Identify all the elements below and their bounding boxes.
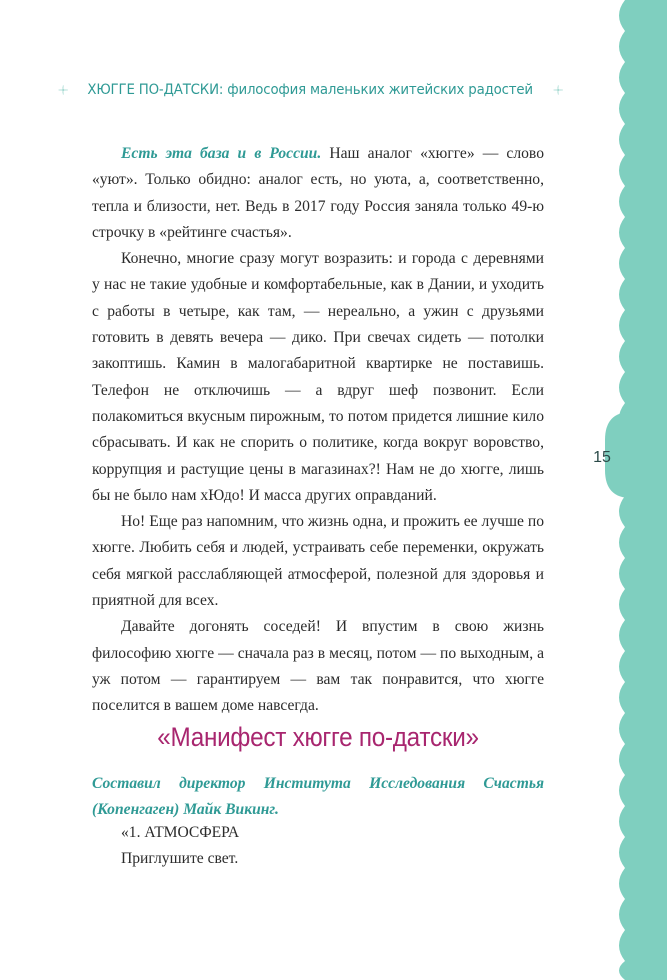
paragraph: Но! Еще раз напомним, что жизнь одна, и прожить ее лучше по хюгге. Любить себя и людей, устраивать себе переменки, окружать себя мягкой расслабляющей атмосферой, полезной для здоровья и приятной для всех. (92, 513, 544, 610)
body-text (92, 141, 544, 720)
manifest-item-heading: «1. АТМОСФЕРА (121, 824, 240, 841)
manifest-title: «Манифест хюгге по-датски» (157, 722, 479, 752)
paragraph-text: Наш аналог «хюгге» — слово «уют». Только обидно: аналог есть, но уюта, а, соответственно, тепла и близости, нет. Ведь в 2017 году Россия заняла только 49-ю строчку в «рейтинге счастья». (92, 145, 544, 241)
manifest-item-text: Приглушите свет. (121, 850, 239, 867)
paragraph-lead: Есть эта база и в России. (121, 145, 322, 162)
flower-ornament-icon (58, 73, 68, 107)
paragraph: Конечно, многие сразу могут возразить: и города с деревнями у нас не такие удобные и комфортабельные, как в Дании, и уходить с работы в четыре, как там, — нереально, а ужин с друзьями готовить в девять вечера — дико. При свечах сидеть — потолки закоптишь. Камин в малогабаритной квартирке не поставишь. Телефон не отключишь — а вдруг шеф позвонит. Если полакомиться вкусным пирожным, то потом придется лишние кило сбрасывать. И как не спорить о политике, когда вокруг воровство, коррупция и растущие цены в магазинах?! Нам не до хюгге, лишь бы не было нам хЮдо! И масса других оправданий. (92, 250, 544, 504)
paragraph: Давайте догонять соседей! И впустим в свою жизнь философию хюгге — сначала раз в месяц, потом — по выходным, а уж потом — гарантируем — вам так понравится, что хюгге поселится в вашем доме навсегда. (92, 618, 544, 715)
manifest-author-note: Составил директор Института Исследования Счастья (Копенгаген) Майк Викинг. (92, 775, 544, 819)
running-header (58, 70, 563, 110)
paragraph (92, 141, 544, 246)
flower-ornament-icon (553, 73, 563, 107)
header-title: ХЮГГЕ ПО-ДАТСКИ: философия маленьких житейских радостей (87, 82, 534, 98)
page-number: 15 (593, 449, 611, 466)
scalloped-edge (605, 0, 667, 980)
